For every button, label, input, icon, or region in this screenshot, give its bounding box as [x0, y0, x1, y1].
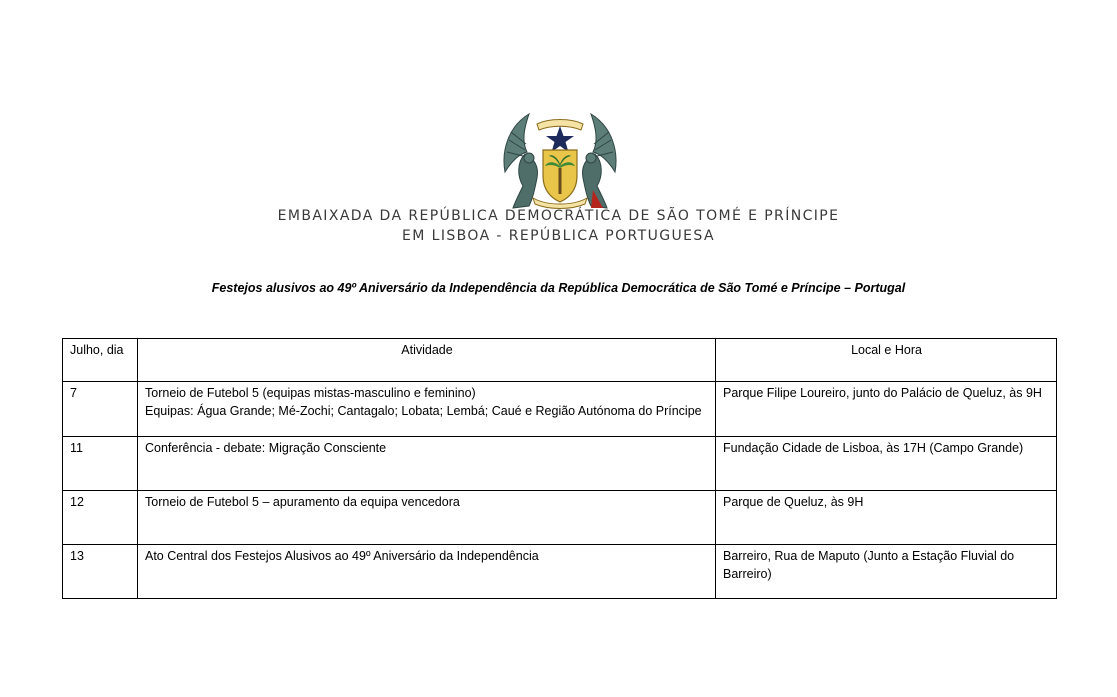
column-header-place: Local e Hora [716, 339, 1057, 382]
day-cell: 13 [63, 545, 138, 599]
document-subtitle: Festejos alusivos ao 49º Aniversário da Independência da República Democrática de São Tomé e Príncipe – Portugal [211, 281, 906, 295]
activity-teams-text: Equipas: Água Grande; Mé-Zochi; Cantagalo; Lobata; Lembá; Caué e Região Autónoma do Príncipe [145, 404, 702, 418]
day-cell: 7 [63, 382, 138, 437]
embassy-name-line1: EMBAIXADA DA REPÚBLICA DEMOCRÁTICA DE SÃO TOMÉ E PRÍNCIPE [277, 208, 840, 224]
table-row [63, 491, 1057, 545]
table-header-row [63, 339, 1057, 382]
place-cell: Parque de Queluz, às 9H [716, 491, 1057, 545]
star-icon [546, 126, 574, 152]
activity-cell [138, 382, 716, 437]
day-cell: 11 [63, 437, 138, 491]
schedule-table [62, 338, 1057, 599]
embassy-name-line2: EM LISBOA - REPÚBLICA PORTUGUESA [402, 228, 715, 244]
table-row [63, 545, 1057, 599]
day-cell: 12 [63, 491, 138, 545]
activity-cell: Torneio de Futebol 5 – apuramento da equipa vencedora [138, 491, 716, 545]
column-header-day: Julho, dia [63, 339, 138, 382]
place-cell: Barreiro, Rua de Maputo (Junto a Estação Fluvial do Barreiro) [716, 545, 1057, 599]
coat-of-arms-emblem [499, 110, 621, 210]
activity-text: Torneio de Futebol 5 (equipas mistas-masculino e feminino) [145, 386, 476, 400]
table-row [63, 382, 1057, 437]
activity-cell: Conferência - debate: Migração Consciente [138, 437, 716, 491]
activity-cell: Ato Central dos Festejos Alusivos ao 49º Aniversário da Independência [138, 545, 716, 599]
place-cell: Fundação Cidade de Lisboa, às 17H (Campo Grande) [716, 437, 1057, 491]
table-row [63, 437, 1057, 491]
column-header-activity: Atividade [138, 339, 716, 382]
place-cell: Parque Filipe Loureiro, junto do Palácio de Queluz, às 9H [716, 382, 1057, 437]
